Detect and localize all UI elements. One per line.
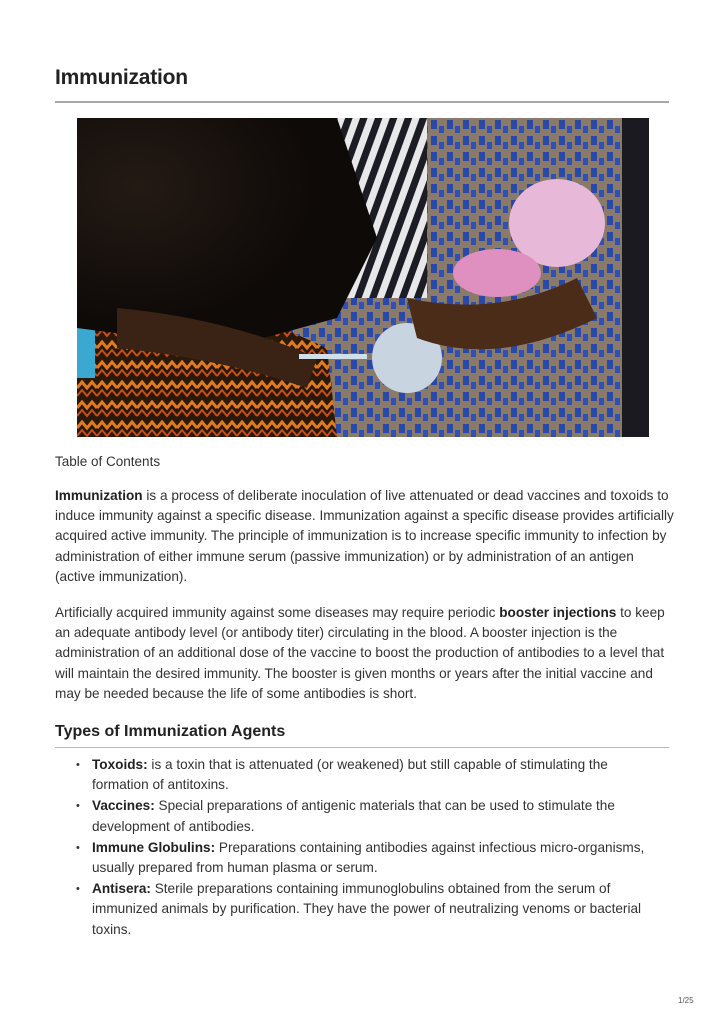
agent-term: Toxoids: <box>92 757 148 772</box>
list-item-toxoids <box>76 755 666 795</box>
title-divider <box>55 101 669 103</box>
section-divider <box>55 747 669 748</box>
list-item-immune-globulins <box>76 838 666 878</box>
page-title: Immunization <box>55 66 188 89</box>
booster-text-before: Artificially acquired immunity against some diseases may require periodic <box>55 605 500 620</box>
intro-bold-term: Immunization <box>55 488 143 503</box>
booster-text-after: to keep an adequate antibody level (or antibody titer) circulating in the blood. A booster injection is the administration of an additional dose of the vaccine to boost the production of antibodies to a level that will maintain the desired immunity. The booster is given months or years after the initial vaccine and may be needed because the life of some antibodies is short. <box>55 605 665 701</box>
table-of-contents-link[interactable]: Table of Contents <box>55 454 161 469</box>
booster-bold-term: booster injections <box>499 605 617 620</box>
list-item-antisera <box>76 879 666 940</box>
bullet-icon: • <box>76 883 80 896</box>
agent-desc: Preparations containing antibodies against infectious micro-organisms, usually prepared from human plasma or serum. <box>92 839 645 876</box>
bullet-icon: • <box>76 800 80 813</box>
list-item-vaccines <box>76 796 666 836</box>
agent-desc: is a toxin that is attenuated (or weakened) but still capable of stimulating the formation of antitoxins. <box>92 757 608 793</box>
immunization-agents-list <box>76 755 666 941</box>
intro-text: is a process of deliberate inoculation of live attenuated or dead vaccines and toxoids to induce immunity against a specific disease. Immunization against a specific disease provides artificially acquired active immunity. The principle of immunization is to increase specific immunity to infection by administration of either immune serum (passive immunization) or by administration of an antigen (active immunization). <box>55 488 674 584</box>
photo-illustration <box>77 118 649 437</box>
article-photo <box>77 118 649 437</box>
intro-paragraph <box>55 486 677 587</box>
bullet-icon: • <box>76 759 80 771</box>
section-heading-types: Types of Immunization Agents <box>55 723 286 740</box>
agent-desc: Special preparations of antigenic materials that can be used to stimulate the development of antibodies. <box>92 798 615 834</box>
agent-desc: Sterile preparations containing immunoglobulins obtained from the serum of immunized animals by purification. They have the power of neutralizing venoms or bacterial toxins. <box>92 881 642 937</box>
booster-paragraph <box>55 603 677 704</box>
agent-term: Immune Globulins: <box>92 839 216 855</box>
agent-term: Vaccines: <box>92 798 155 814</box>
page-number: 1/25 <box>678 996 694 1005</box>
agent-term: Antisera: <box>92 881 151 897</box>
bullet-icon: • <box>76 841 80 854</box>
